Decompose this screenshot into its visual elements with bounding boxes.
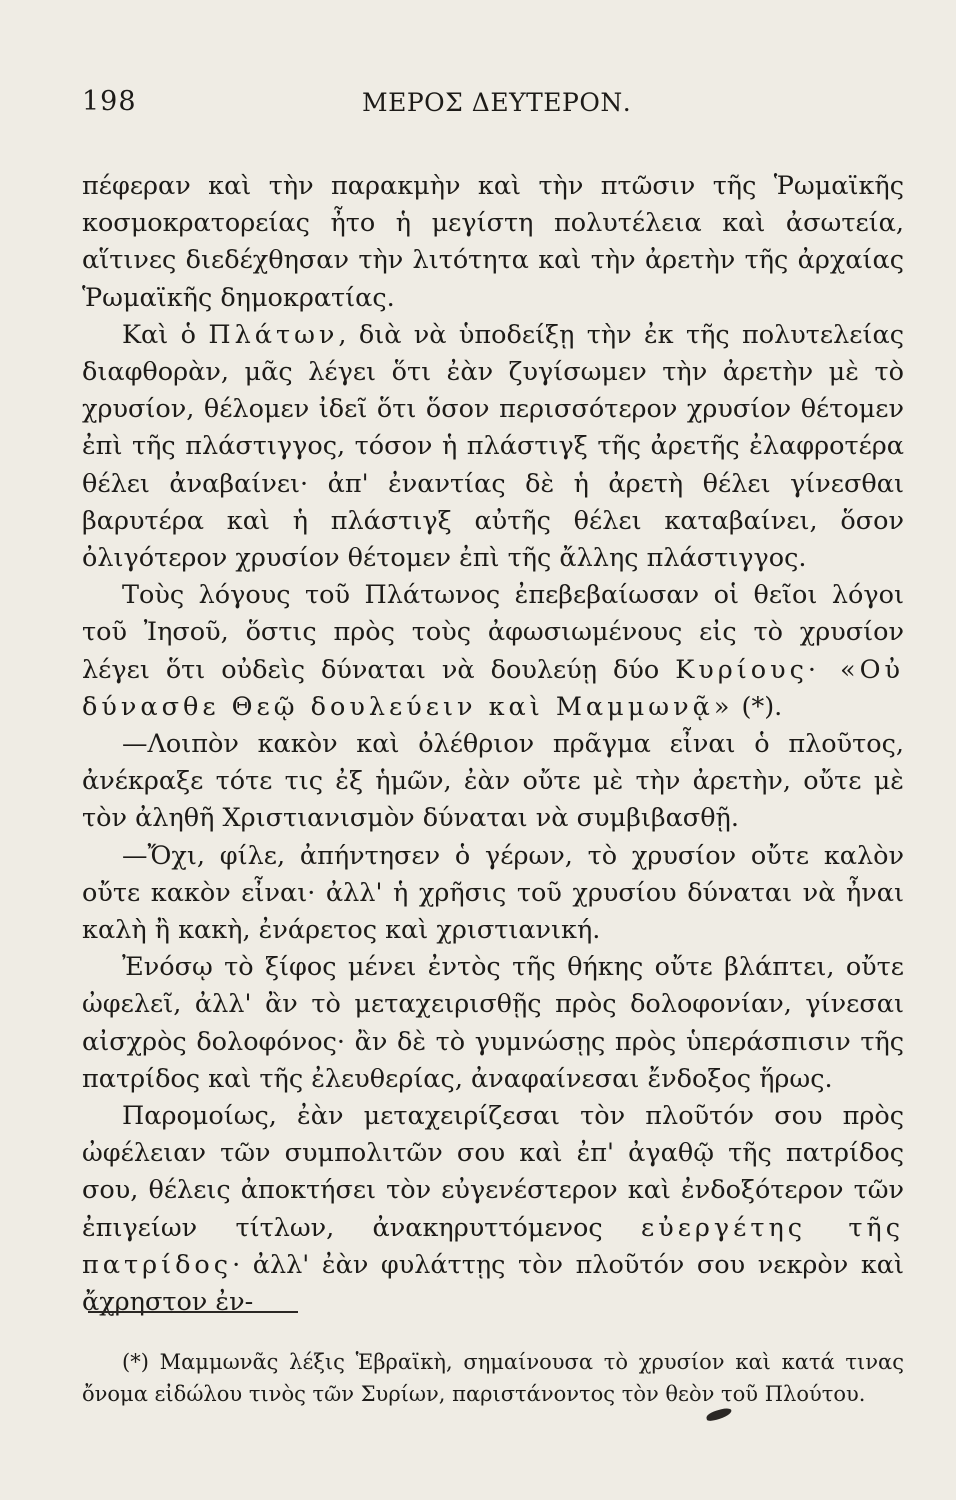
paragraph-7-emphasis: εὐεργέτης τῆς πατρίδος (82, 1212, 904, 1280)
paragraph-5 (82, 838, 904, 950)
paragraph-2-text-start: Καὶ ὁ (122, 319, 209, 350)
paragraph-3-text-end: (*). (733, 691, 783, 722)
paragraph-4 (82, 726, 904, 838)
paragraph-2 (82, 317, 904, 577)
paragraph-3 (82, 577, 904, 726)
running-head: ΜΕΡΟΣ ΔΕΥΤΕΡΟΝ. (362, 88, 632, 117)
paragraph-1-text: πέφεραν καὶ τὴν παρακμὴν καὶ τὴν πτῶσιν τῆς Ῥωμαϊκῆς κοσμοκρατορείας ἦτο ἡ μεγίστη πολυτέλεια καὶ ἀσωτεία, αἵτινες διεδέχθησαν τὴν λιτότητα καὶ τὴν ἀρετὴν τῆς ἀρχαίας Ῥωμαϊκῆς δημοκρατίας. (82, 171, 904, 313)
footnote-divider (88, 1311, 298, 1313)
paragraph-6-text: Ἐνόσῳ τὸ ξίφος μένει ἐντὸς τῆς θήκης οὔτε βλάπτει, οὔτε ὠφελεῖ, ἀλλ' ἂν τὸ μεταχειρισθῇς πρὸς δολοφονίαν, γίνεσαι αἰσχρὸς δολοφόνος· ἂν δὲ τὸ γυμνώσῃς πρὸς ὑπεράσπισιν τῆς πατρίδος καὶ τῆς ἐλευθερίας, ἀναφαίνεσαι ἔνδοξος ἥρως. (82, 952, 904, 1094)
paragraph-3-emphasis: Κυρίους· «Οὐ δύνασθε Θεῷ δουλεύειν καὶ Μαμμωνᾷ» (82, 654, 904, 722)
paragraph-7-text-end: · ἀλλ' ἐὰν φυλάττῃς τὸν πλοῦτόν σου νεκρὸν καὶ ἄχρηστον ἐν- (82, 1249, 904, 1318)
paragraph-2-emphasis: Πλάτων (208, 319, 339, 350)
paragraph-7 (82, 1098, 904, 1321)
body-text (82, 168, 904, 1321)
paragraph-7-text-start: Παρομοίως, ἐὰν μεταχειρίζεσαι τὸν πλοῦτόν σου πρὸς ὠφέλειαν τῶν συμπολιτῶν σου καὶ ἐπ' ἀγαθῷ τῆς πατρίδος σου, θέλεις ἀποκτήσει τὸν εὐγενέστερον καὶ ἐνδοξότερον τῶν ἐπιγείων τίτλων, ἀνακηρυττόμενος (82, 1101, 904, 1243)
paragraph-1 (82, 168, 904, 317)
paragraph-4-text: —Λοιπὸν κακὸν καὶ ὀλέθριον πρᾶγμα εἶναι ὁ πλοῦτος, ἀνέκραξε τότε τις ἐξ ἡμῶν, ἐὰν οὔτε μὲ τὴν ἀρετὴν, οὔτε μὲ τὸν ἀληθῆ Χριστιανισμὸν δύναται νὰ συμβιβασθῇ. (82, 729, 904, 834)
footnote (82, 1346, 904, 1410)
paragraph-5-text: —Ὄχι, φίλε, ἀπήντησεν ὁ γέρων, τὸ χρυσίον οὔτε καλὸν οὔτε κακὸν εἶναι· ἀλλ' ἡ χρῆσις τοῦ χρυσίου δύναται νὰ ἦναι καλὴ ἢ κακὴ, ἐνάρετος καὶ χριστιανική. (82, 840, 904, 946)
footnote-marker: (*) (122, 1350, 149, 1374)
page-header (0, 86, 956, 126)
paragraph-2-text-end: , διὰ νὰ ὑποδείξῃ τὴν ἐκ τῆς πολυτελείας διαφθορὰν, μᾶς λέγει ὅτι ἐὰν ζυγίσωμεν τὴν ἀρετὴν μὲ τὸ χρυσίον, θέλομεν ἰδεῖ ὅτι ὅσον περισσότερον χρυσίον θέτομεν ἐπὶ τῆς πλάστιγγος, τόσον ἡ πλάστιγξ τῆς ἀρετῆς ἐλαφροτέρα θέλει ἀναβαίνει· ἀπ' ἐναντίας δὲ ἡ ἀρετὴ θέλει γίνεσθαι βαρυτέρα καὶ ἡ πλάστιγξ αὐτῆς θέλει καταβαίνει, ὅσον ὀλιγότερον χρυσίον θέτομεν ἐπὶ τῆς ἄλλης πλάστιγγος. (82, 319, 904, 574)
paragraph-3-text-start: Τοὺς λόγους τοῦ Πλάτωνος ἐπεβεβαίωσαν οἱ θεῖοι λόγοι τοῦ Ἰησοῦ, ὅστις πρὸς τοὺς ἀφωσιωμένους εἰς τὸ χρυσίον λέγει ὅτι οὐδεὶς δύναται νὰ δουλεύῃ δύο (82, 580, 904, 685)
footnote-text: Μαμμωνᾶς λέξις Ἑβραϊκὴ, σημαίνουσα τὸ χρυσίον καὶ κατά τινας ὄνομα εἰδώλου τινὸς τῶν Συρίων, παριστάνοντος τὸν θεὸν τοῦ Πλούτου. (82, 1350, 904, 1406)
page-number: 198 (82, 86, 137, 117)
paragraph-6 (82, 949, 904, 1098)
